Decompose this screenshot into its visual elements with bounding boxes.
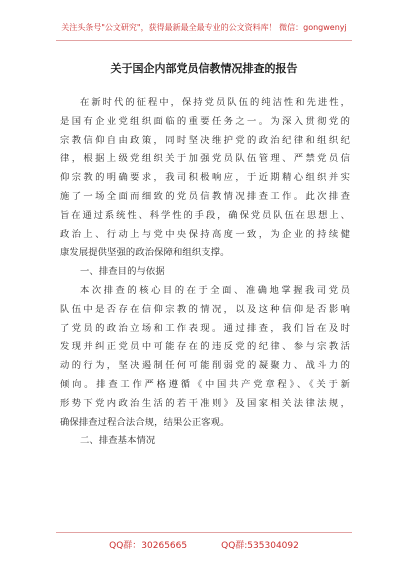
header-banner: 关注头条号"公文研究"，获得最新最全最专业的公文资料库！ 微信：gongwenyj — [61, 23, 347, 32]
text-line: 施了一场全面而细致的党员信教情况排查工作。此次排查 — [60, 190, 350, 202]
text-line: 康发展提供坚强的政治保障和组织支撑。 — [60, 247, 230, 259]
footer-qq-group-1: QQ群：30265665 — [109, 541, 188, 551]
section-heading: 一、排查目的与依据 — [80, 266, 165, 278]
text-line: 动的行为，坚决遏制任何可能削弱党的凝聚力、战斗力的 — [60, 360, 350, 372]
document-body — [60, 94, 350, 451]
text-line: 发现并纠正党员中可能存在的违反党的纪律、参与宗教活 — [60, 341, 350, 353]
text-line: 仰宗教的明确要求，我司积极响应，于近期精心组织并实 — [60, 172, 350, 184]
text-line: 本次排查的核心目的在于全面、准确地掌握我司党员 — [80, 284, 350, 296]
footer-qq-group-2: QQ群:535304092 — [221, 541, 299, 551]
text-line: 旨在通过系统性、科学性的手段，确保党员队伍在思想上、 — [60, 209, 350, 221]
section-heading: 二、排查基本情况 — [80, 435, 156, 447]
text-line: 宗教信仰自由政策，同时坚决维护党的政治纪律和组织纪 — [60, 134, 350, 146]
text-line: 队伍中是否存在信仰宗教的情况，以及这种信仰是否影响 — [60, 303, 350, 315]
text-line: 在新时代的征程中，保持党员队伍的纯洁性和先进性， — [80, 97, 350, 108]
paragraph-intro — [60, 94, 350, 263]
header-divider — [56, 40, 352, 41]
text-line: 律，根据上级党组织关于加强党员队伍管理、严禁党员信 — [60, 153, 350, 165]
text-line: 是国有企业党组织面临的重要任务之一。为深入贯彻党的 — [60, 115, 350, 127]
footer-divider — [56, 532, 352, 533]
text-line: 确保排查过程合法合规，结果公正客观。 — [60, 416, 230, 428]
text-line: 政治上、行动上与党中央保持高度一致，为企业的持续健 — [60, 228, 350, 240]
paragraph-purpose — [60, 282, 350, 432]
text-line: 形势下党内政治生活的若干准则》及国家相关法律法规， — [60, 397, 350, 409]
text-line: 了党员的政治立场和工作表现。通过排查，我们旨在及时 — [60, 322, 350, 334]
text-line: 倾向。排查工作严格遵循《中国共产党章程》、《关于新 — [60, 378, 350, 390]
document-title: 关于国企内部党员信教情况排查的报告 — [110, 62, 298, 75]
footer — [0, 538, 408, 551]
